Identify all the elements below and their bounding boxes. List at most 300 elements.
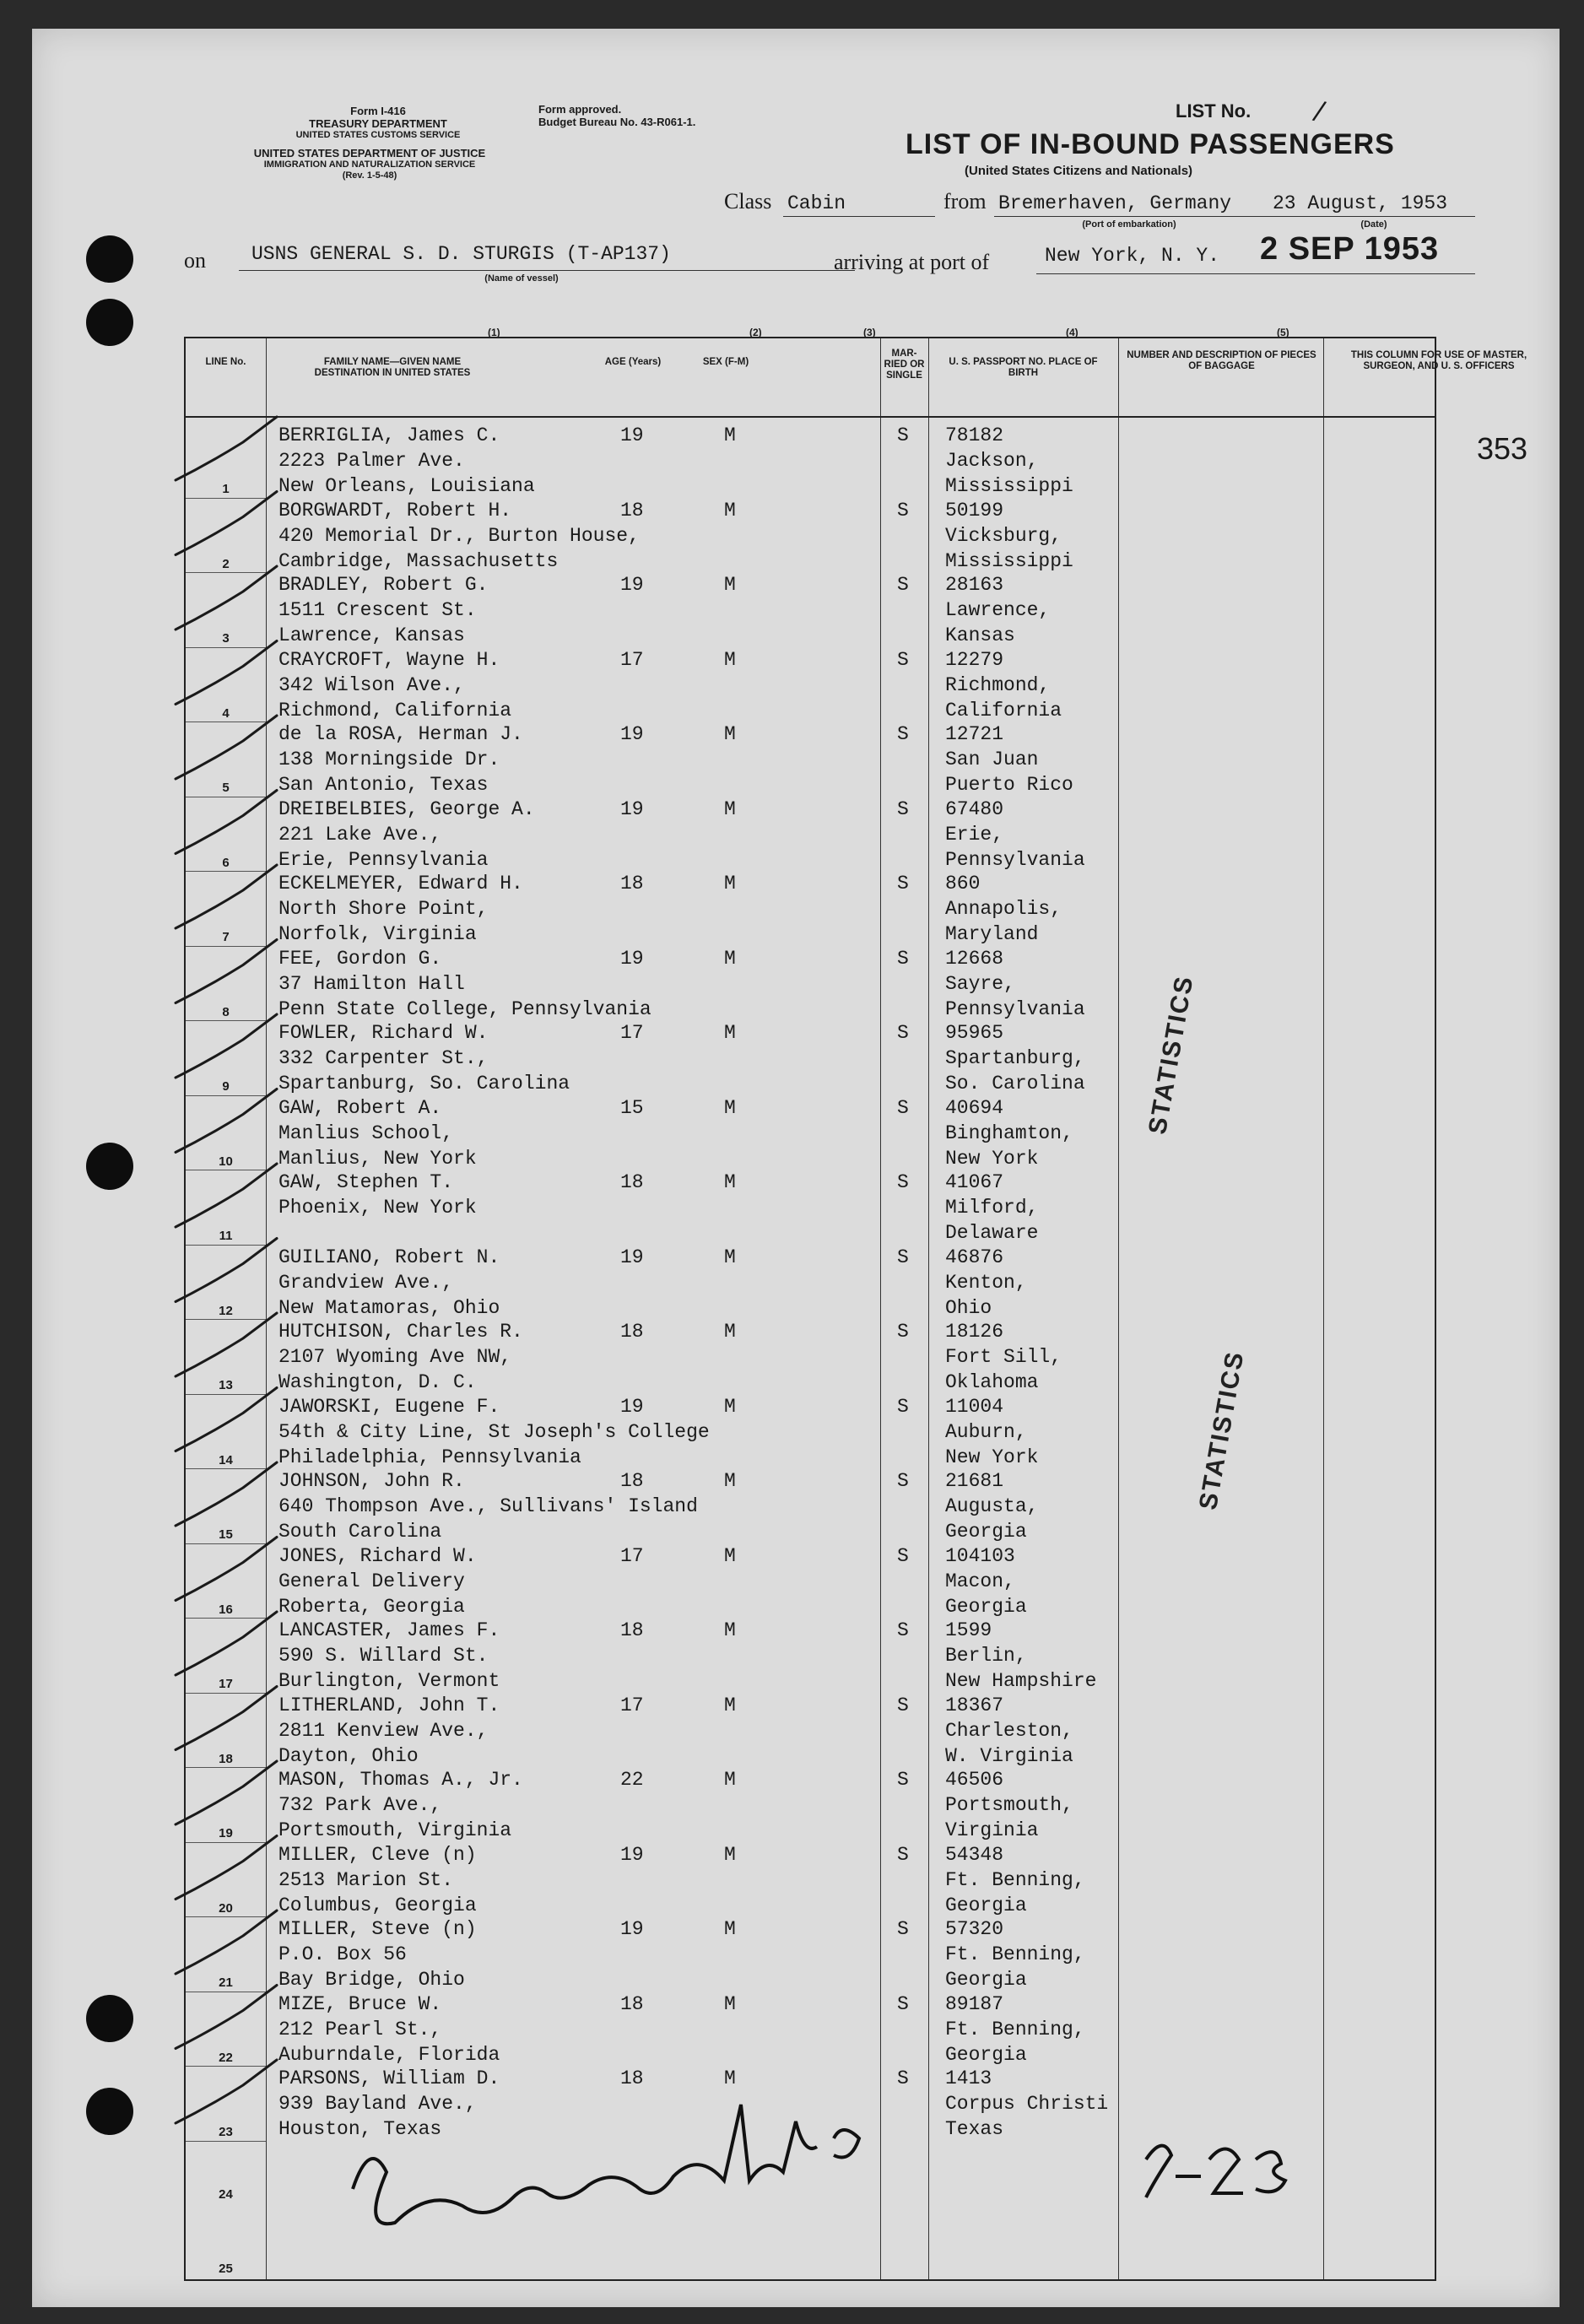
passenger-name: JAWORSKI, Eugene F. (278, 1395, 500, 1418)
line-number: 4 (222, 705, 230, 721)
statistics-stamp: STATISTICS (1194, 1348, 1250, 1512)
place-of-birth: Annapolis, (945, 898, 1062, 920)
passenger-name: DREIBELBIES, George A. (278, 797, 535, 820)
passenger-age: 18 (620, 1171, 644, 1193)
passenger-city-state: Philadelphia, Pennsylvania (278, 1446, 581, 1468)
passenger-age: 17 (620, 648, 644, 671)
passenger-name: LITHERLAND, John T. (278, 1694, 500, 1716)
passenger-address: 221 Lake Ave., (278, 823, 442, 846)
place-of-birth: Erie, (945, 823, 1004, 846)
table-row (186, 1468, 1435, 1543)
table-row (186, 1693, 1435, 1767)
passport-number: 18126 (945, 1321, 1004, 1343)
line-number: 16 (219, 1602, 233, 1617)
passenger-sex: M (724, 1918, 736, 1940)
passenger-marital-status: S (897, 1470, 909, 1492)
place-of-birth-state: Georgia (945, 1969, 1027, 1991)
line-number: 11 (219, 1229, 233, 1243)
place-of-birth: Spartanburg, (945, 1047, 1085, 1069)
table-row (186, 1842, 1435, 1916)
passenger-marital-status: S (897, 797, 909, 820)
place-of-birth: Jackson, (945, 450, 1039, 472)
place-of-birth: Portsmouth, (945, 1794, 1073, 1816)
line-number: 15 (219, 1527, 233, 1542)
passenger-sex: M (724, 1321, 736, 1343)
passport-number: 50199 (945, 499, 1004, 522)
passenger-sex: M (724, 723, 736, 745)
passenger-age: 19 (620, 424, 644, 446)
passenger-name: GUILIANO, Robert N. (278, 1246, 500, 1268)
embarkation-date: 23 August, 1953 (1273, 192, 1448, 214)
passenger-name: PARSONS, William D. (278, 2067, 500, 2089)
passenger-age: 19 (620, 1918, 644, 1940)
table-row (186, 647, 1435, 722)
passenger-table (184, 337, 1528, 2281)
place-of-birth-state: Ohio (945, 1296, 992, 1319)
binder-hole (86, 1143, 133, 1190)
line-number: 3 (222, 631, 230, 646)
passenger-address: 342 Wilson Ave., (278, 673, 465, 696)
place-of-birth: Fort Sill, (945, 1346, 1062, 1368)
passenger-city-state: Washington, D. C. (278, 1371, 477, 1393)
place-of-birth-state: Puerto Rico (945, 774, 1073, 796)
line-number: 13 (219, 1378, 233, 1392)
binder-hole (86, 235, 133, 283)
passenger-address: 732 Park Ave., (278, 1794, 442, 1816)
place-of-birth-state: Delaware (945, 1222, 1039, 1244)
passenger-address: 2811 Kenview Ave., (278, 1719, 489, 1742)
place-of-birth: Macon, (945, 1570, 1015, 1592)
place-of-birth-state: Georgia (945, 1521, 1027, 1543)
line-number: 24 (219, 2186, 233, 2202)
header-line-no: LINE No. (205, 357, 246, 367)
passenger-address: 2513 Marion St. (278, 1868, 454, 1891)
table-row (186, 722, 1435, 796)
passenger-city-state: South Carolina (278, 1521, 442, 1543)
passenger-age: 19 (620, 797, 644, 820)
place-of-birth-state: Pennsylvania (945, 997, 1085, 1020)
binder-hole (86, 299, 133, 346)
arrival-port: New York, N. Y. (1045, 245, 1220, 267)
passport-number: 21681 (945, 1470, 1004, 1492)
passenger-name: MASON, Thomas A., Jr. (278, 1769, 523, 1791)
place-of-birth: Augusta, (945, 1495, 1039, 1517)
on-label: on (184, 248, 206, 273)
passenger-sex: M (724, 2067, 736, 2089)
passenger-sex: M (724, 1470, 736, 1492)
statistics-stamp: STATISTICS (1143, 973, 1199, 1137)
place-of-birth: Vicksburg, (945, 524, 1062, 547)
passenger-marital-status: S (897, 574, 909, 596)
table-row (186, 572, 1435, 646)
passenger-age: 17 (620, 1022, 644, 1044)
line-number: 18 (219, 1751, 233, 1766)
passenger-name: ECKELMEYER, Edward H. (278, 873, 523, 894)
passenger-marital-status: S (897, 424, 909, 446)
passenger-address: General Delivery (278, 1570, 465, 1592)
passenger-city-state: New Matamoras, Ohio (278, 1296, 500, 1319)
passenger-marital-status: S (897, 1096, 909, 1119)
place-of-birth: Richmond, (945, 673, 1051, 696)
place-of-birth: Corpus Christi (945, 2093, 1109, 2115)
line-number: 6 (222, 855, 230, 870)
passport-number: 104103 (945, 1544, 1015, 1567)
passenger-marital-status: S (897, 1246, 909, 1268)
passenger-name: MILLER, Cleve (n) (278, 1843, 477, 1866)
passport-number: 12279 (945, 648, 1004, 671)
passenger-marital-status: S (897, 1022, 909, 1044)
justice-block (176, 147, 564, 181)
passenger-city-state: San Antonio, Texas (278, 774, 489, 796)
passport-number: 18367 (945, 1694, 1004, 1716)
place-of-birth-state: New York (945, 1446, 1039, 1468)
date-caption: (Date) (1360, 219, 1387, 230)
passport-number: 12721 (945, 723, 1004, 745)
passenger-city-state: Burlington, Vermont (278, 1670, 500, 1692)
passenger-age: 18 (620, 1321, 644, 1343)
arrival-date-stamp: 2 SEP 1953 (1260, 231, 1440, 267)
passenger-sex: M (724, 1395, 736, 1418)
passenger-name: FEE, Gordon G. (278, 947, 442, 970)
page-subtitle: (United States Citizens and Nationals) (965, 164, 1193, 178)
table-row (186, 1394, 1435, 1468)
passenger-city-state: Cambridge, Massachusetts (278, 549, 559, 572)
line-number: 20 (219, 1900, 233, 1916)
passport-number: 1599 (945, 1619, 992, 1641)
place-of-birth-state: Virginia (945, 1819, 1039, 1841)
place-of-birth-state: Texas (945, 2118, 1004, 2140)
column-number-4: (4) (1066, 327, 1079, 338)
passenger-marital-status: S (897, 1918, 909, 1940)
class-label: Class (724, 189, 772, 213)
place-of-birth: Kenton, (945, 1271, 1027, 1294)
place-of-birth: Sayre, (945, 972, 1015, 995)
customs-label: UNITED STATES CUSTOMS SERVICE (295, 130, 461, 140)
passenger-marital-status: S (897, 1694, 909, 1716)
passenger-address: 212 Pearl St., (278, 2018, 442, 2040)
place-of-birth-state: Mississippi (945, 549, 1073, 572)
passenger-city-state: Norfolk, Virginia (278, 923, 477, 945)
passenger-city-state: Spartanburg, So. Carolina (278, 1073, 570, 1094)
header-sex: SEX (F-M) (702, 357, 749, 367)
approval-block (538, 103, 792, 128)
passenger-address: Grandview Ave., (278, 1271, 454, 1294)
passenger-marital-status: S (897, 1843, 909, 1866)
line-number: 21 (219, 1975, 233, 1990)
passport-number: 28163 (945, 574, 1004, 596)
passport-number: 46506 (945, 1769, 1004, 1791)
place-of-birth-state: Oklahoma (945, 1371, 1039, 1393)
passenger-address: 420 Memorial Dr., Burton House, (278, 524, 640, 547)
passenger-age: 18 (620, 2067, 644, 2089)
passport-number: 12668 (945, 947, 1004, 970)
vessel-underline (239, 270, 855, 271)
passenger-age: 19 (620, 574, 644, 596)
passenger-age: 19 (620, 1395, 644, 1418)
passenger-address: 54th & City Line, St Joseph's College (278, 1420, 710, 1443)
line-number: 10 (219, 1154, 233, 1169)
class-value: Cabin (787, 192, 846, 214)
place-of-birth-state: Georgia (945, 2043, 1027, 2066)
passenger-address: 640 Thompson Ave., Sullivans' Island (278, 1495, 698, 1517)
passenger-city-state: Portsmouth, Virginia (278, 1819, 512, 1841)
passenger-age: 18 (620, 1470, 644, 1492)
passenger-name: MIZE, Bruce W. (278, 1992, 442, 2015)
line-number: 19 (219, 1826, 233, 1840)
passenger-address: 939 Bayland Ave., (278, 2093, 477, 2115)
passenger-name: JOHNSON, John R. (278, 1470, 465, 1492)
place-of-birth: Lawrence, (945, 599, 1051, 621)
passenger-marital-status: S (897, 1395, 909, 1418)
passport-number: 41067 (945, 1171, 1004, 1193)
passport-number: 89187 (945, 1992, 1004, 2015)
passenger-age: 18 (620, 499, 644, 522)
place-of-birth: Ft. Benning, (945, 2018, 1085, 2040)
passenger-city-state: Lawrence, Kansas (278, 624, 465, 646)
passport-number: 67480 (945, 797, 1004, 820)
passenger-sex: M (724, 1619, 736, 1641)
column-number-5: (5) (1277, 327, 1289, 338)
header-family-name: FAMILY NAME—GIVEN NAME (323, 357, 462, 367)
line-number: 8 (222, 1004, 230, 1019)
passenger-marital-status: S (897, 947, 909, 970)
table-row (186, 1618, 1435, 1692)
passenger-marital-status: S (897, 1769, 909, 1791)
passport-number: 40694 (945, 1096, 1004, 1119)
passenger-sex: M (724, 1694, 736, 1716)
passenger-city-state: Columbus, Georgia (278, 1894, 477, 1916)
header-officers: THIS COLUMN FOR USE OF MASTER, SURGEON, AND U. S. OFFICERS (1350, 350, 1527, 371)
header-age: AGE (Years) (604, 357, 662, 367)
revision-label: (Rev. 1-5-48) (342, 170, 397, 181)
place-of-birth: Milford, (945, 1197, 1039, 1219)
passport-number: 57320 (945, 1918, 1004, 1940)
line-number: 1 (222, 482, 230, 496)
passenger-city-state: Bay Bridge, Ohio (278, 1969, 465, 1991)
passenger-address: 2107 Wyoming Ave NW, (278, 1346, 512, 1368)
passenger-address: 332 Carpenter St., (278, 1047, 489, 1069)
passenger-sex: M (724, 1769, 736, 1791)
passenger-sex: M (724, 1843, 736, 1866)
passenger-name: MILLER, Steve (n) (278, 1918, 477, 1940)
passenger-marital-status: S (897, 648, 909, 671)
passenger-sex: M (724, 1171, 736, 1193)
passenger-marital-status: S (897, 723, 909, 745)
place-of-birth-state: Georgia (945, 1595, 1027, 1618)
passport-number: 78182 (945, 424, 1004, 446)
port-of-embarkation: Bremerhaven, Germany (998, 192, 1232, 214)
passenger-name: BORGWARDT, Robert H. (278, 499, 512, 522)
passenger-age: 17 (620, 1544, 644, 1567)
arrival-underline (1036, 273, 1475, 274)
line-number: 17 (219, 1677, 233, 1691)
column-number-1: (1) (488, 327, 500, 338)
vessel-name: USNS GENERAL S. D. STURGIS (T-AP137) (251, 243, 671, 265)
officer-note: 353 (1477, 431, 1528, 466)
column-number-2: (2) (749, 327, 762, 338)
passenger-sex: M (724, 1544, 736, 1567)
passenger-age: 17 (620, 1694, 644, 1716)
passenger-city-state: Erie, Pennsylvania (278, 848, 489, 871)
header-baggage: NUMBER AND DESCRIPTION OF PIECES OF BAGGAGE (1127, 350, 1316, 371)
table-row (186, 946, 1435, 1020)
passenger-sex: M (724, 648, 736, 671)
list-no-mark: / (1310, 93, 1328, 130)
line-number: 22 (219, 2050, 233, 2065)
empty-table-row (186, 2215, 1435, 2289)
form-approved-label: Form approved. (538, 103, 622, 116)
place-of-birth-state: Georgia (945, 1894, 1027, 1916)
passenger-age: 19 (620, 1246, 644, 1268)
header-name-destination (266, 357, 519, 379)
passenger-name: GAW, Stephen T. (278, 1171, 454, 1193)
passenger-name: de la ROSA, Herman J. (278, 723, 523, 745)
from-label: from (943, 189, 987, 213)
place-of-birth-state: So. Carolina (945, 1073, 1085, 1094)
header-married: MAR-RIED OR SINGLE (884, 349, 925, 381)
passenger-sex: M (724, 574, 736, 596)
table-row (186, 1767, 1435, 1841)
place-of-birth: Berlin, (945, 1645, 1027, 1667)
passenger-name: HUTCHISON, Charles R. (278, 1321, 523, 1343)
justice-label: UNITED STATES DEPARTMENT OF JUSTICE (253, 147, 486, 159)
passenger-marital-status: S (897, 1171, 909, 1193)
place-of-birth: Charleston, (945, 1719, 1073, 1742)
passenger-name: BERRIGLIA, James C. (278, 424, 500, 446)
passenger-name: LANCASTER, James F. (278, 1619, 500, 1641)
binder-hole (86, 2088, 133, 2135)
place-of-birth: Ft. Benning, (945, 1943, 1085, 1965)
place-of-birth-state: New York (945, 1147, 1039, 1170)
passenger-city-state: Dayton, Ohio (278, 1744, 419, 1767)
passenger-age: 22 (620, 1769, 644, 1791)
passenger-sex: M (724, 424, 736, 446)
passenger-address: Manlius School, (278, 1121, 454, 1144)
table-row (186, 797, 1435, 871)
passport-number: 46876 (945, 1246, 1004, 1268)
header-destination: DESTINATION IN UNITED STATES (314, 368, 471, 378)
passenger-marital-status: S (897, 1992, 909, 2015)
table-row (186, 1992, 1435, 2066)
place-of-birth: Ft. Benning, (945, 1868, 1085, 1891)
line-number: 9 (222, 1079, 230, 1094)
form-agency-block (243, 105, 513, 141)
passenger-marital-status: S (897, 499, 909, 522)
passport-number: 860 (945, 873, 981, 894)
place-of-birth-state: Pennsylvania (945, 848, 1085, 871)
passenger-marital-status: S (897, 1544, 909, 1567)
line-number: 2 (222, 556, 230, 571)
passenger-city-state: Richmond, California (278, 699, 512, 722)
table-row (186, 1916, 1435, 1991)
passenger-name: GAW, Robert A. (278, 1096, 442, 1119)
line-number: 25 (219, 2262, 233, 2276)
list-no-label: LIST No. (1176, 100, 1252, 122)
passenger-sex: M (724, 499, 736, 522)
line-number: 5 (222, 781, 230, 795)
table-row (186, 423, 1435, 497)
table-row (186, 1020, 1435, 1094)
passenger-sex: M (724, 797, 736, 820)
table-row (186, 1245, 1435, 1319)
treasury-label: TREASURY DEPARTMENT (309, 117, 447, 130)
place-of-birth-state: Maryland (945, 923, 1039, 945)
line-number: 12 (219, 1303, 233, 1318)
passenger-address: 1511 Crescent St. (278, 599, 477, 621)
passport-number: 11004 (945, 1395, 1004, 1418)
empty-table-row (186, 2141, 1435, 2215)
passenger-address: 138 Morningside Dr. (278, 749, 500, 770)
header-passport: U. S. PASSPORT NO. PLACE OF BIRTH (949, 357, 1098, 378)
passenger-name: BRADLEY, Robert G. (278, 574, 489, 596)
place-of-birth-state: Kansas (945, 624, 1015, 646)
place-of-birth: Binghamton, (945, 1121, 1073, 1144)
table-row (186, 1095, 1435, 1170)
passenger-marital-status: S (897, 1321, 909, 1343)
place-of-birth: San Juan (945, 749, 1039, 770)
passenger-city-state: Auburndale, Florida (278, 2043, 500, 2066)
port-caption: (Port of embarkation) (1082, 219, 1176, 230)
passenger-sex: M (724, 1992, 736, 2015)
passenger-address: Phoenix, New York (278, 1197, 477, 1219)
passport-number: 1413 (945, 2067, 992, 2089)
passenger-age: 18 (620, 873, 644, 894)
form-id: Form I-416 (350, 105, 406, 117)
table-row (186, 871, 1435, 945)
passenger-age: 19 (620, 1843, 644, 1866)
passenger-address: 2223 Palmer Ave. (278, 450, 465, 472)
place-of-birth-state: W. Virginia (945, 1744, 1073, 1767)
column-number-3: (3) (863, 327, 876, 338)
line-number: 7 (222, 930, 230, 944)
passenger-address: 590 S. Willard St. (278, 1645, 489, 1667)
table-row (186, 1543, 1435, 1618)
binder-hole (86, 1995, 133, 2042)
table-row (186, 1170, 1435, 1244)
passport-number: 95965 (945, 1022, 1004, 1044)
passenger-sex: M (724, 1246, 736, 1268)
passenger-marital-status: S (897, 1619, 909, 1641)
passenger-city-state: Roberta, Georgia (278, 1595, 465, 1618)
passenger-address: P.O. Box 56 (278, 1943, 407, 1965)
passenger-city-state: Manlius, New York (278, 1147, 477, 1170)
line-number: 23 (219, 2125, 233, 2139)
table-row (186, 498, 1435, 572)
passenger-age: 15 (620, 1096, 644, 1119)
passenger-sex: M (724, 873, 736, 894)
vessel-caption: (Name of vessel) (484, 273, 559, 284)
passenger-sex: M (724, 1096, 736, 1119)
passenger-city-state: New Orleans, Louisiana (278, 475, 535, 497)
passenger-age: 18 (620, 1992, 644, 2015)
passenger-city-state: Houston, Texas (278, 2118, 442, 2140)
passenger-sex: M (724, 947, 736, 970)
ins-label: IMMIGRATION AND NATURALIZATION SERVICE (263, 159, 476, 170)
passenger-address: North Shore Point, (278, 898, 489, 920)
place-of-birth-state: New Hampshire (945, 1670, 1097, 1692)
passenger-marital-status: S (897, 873, 909, 894)
passenger-age: 18 (620, 1619, 644, 1641)
passenger-sex: M (724, 1022, 736, 1044)
manifest-page (32, 29, 1560, 2307)
passenger-marital-status: S (897, 2067, 909, 2089)
passenger-age: 19 (620, 947, 644, 970)
place-of-birth: Auburn, (945, 1420, 1027, 1443)
passenger-name: CRAYCROFT, Wayne H. (278, 648, 500, 671)
place-of-birth-state: California (945, 699, 1062, 722)
place-of-birth-state: Mississippi (945, 475, 1073, 497)
budget-label: Budget Bureau No. 43-R061-1. (538, 116, 696, 128)
